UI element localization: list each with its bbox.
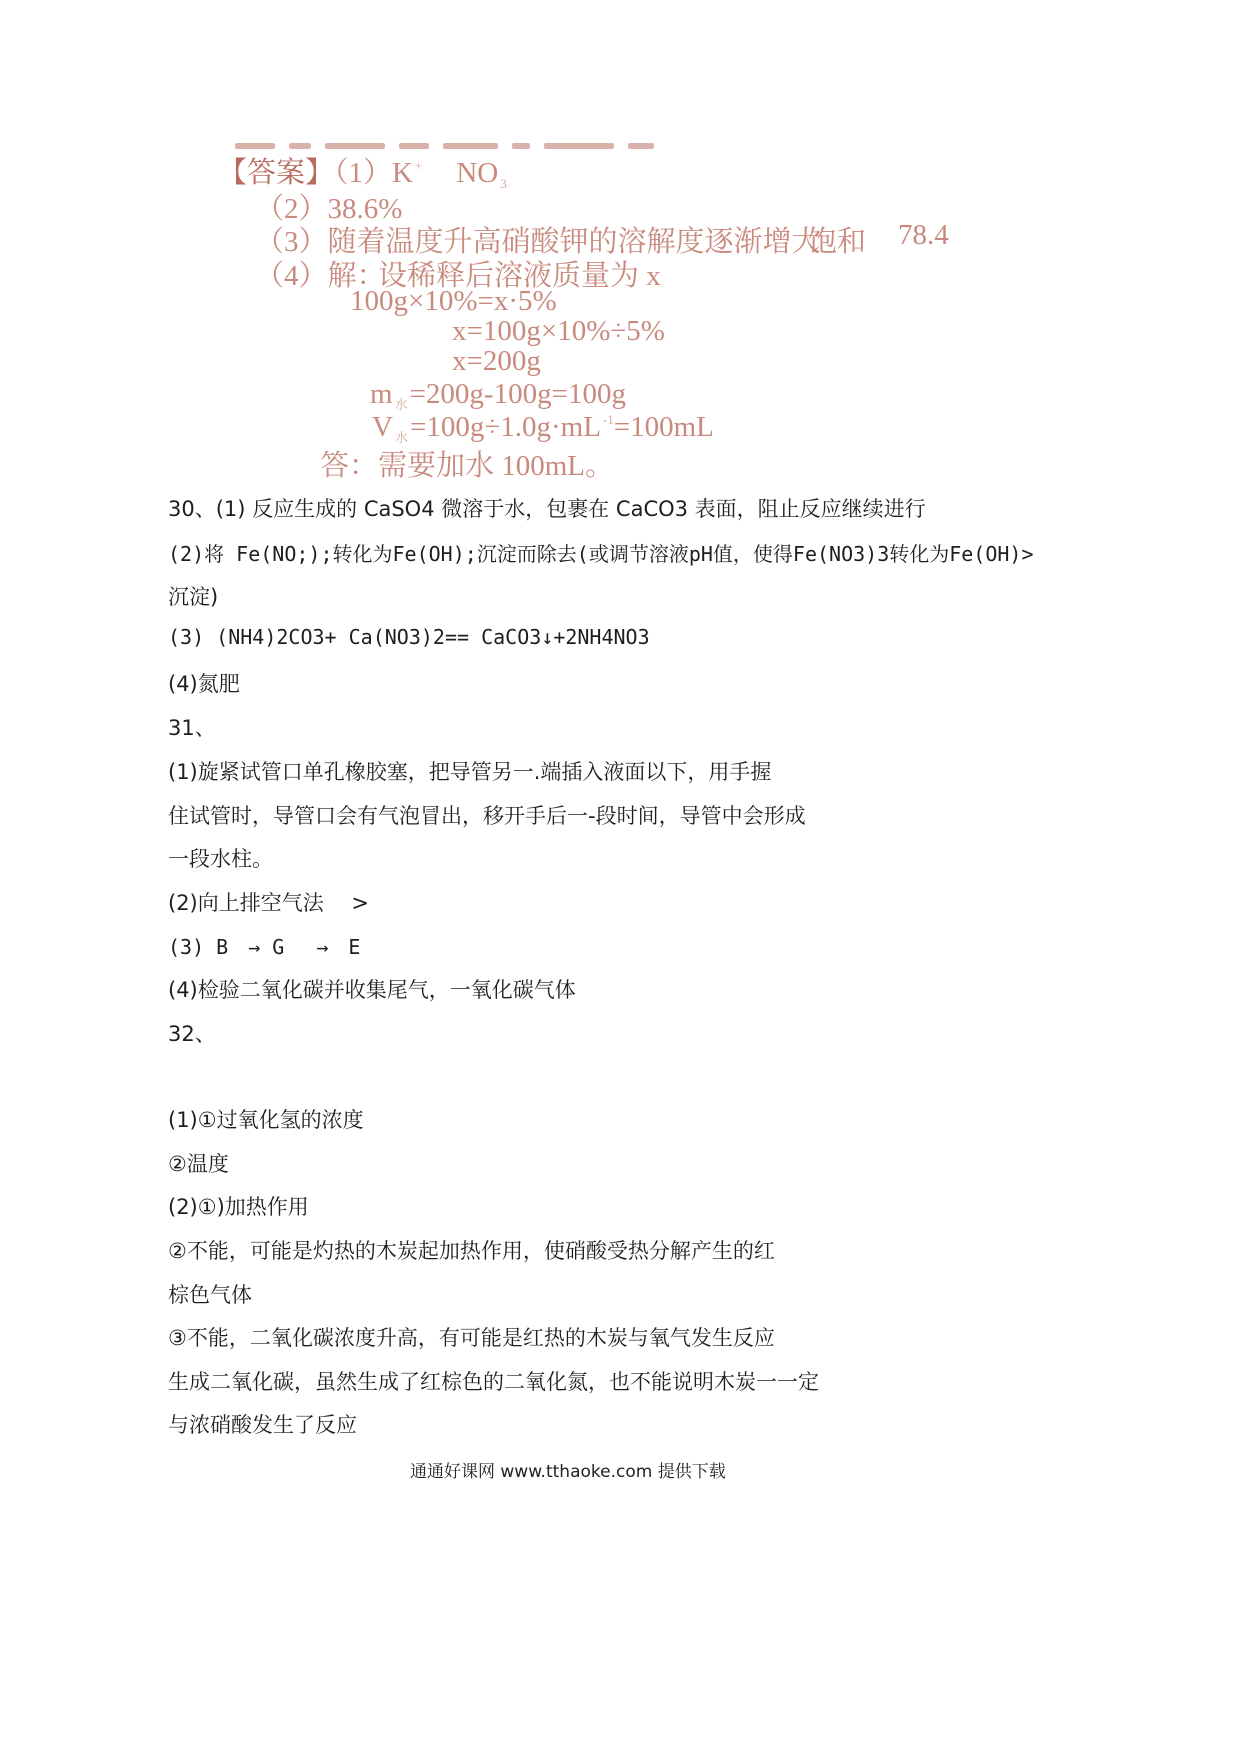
answer-eq5-mid: =100g÷1.0g·mL <box>409 411 601 443</box>
q32-line-7: 生成二氧化碳，虽然生成了红棕色的二氧化氮，也不能说明木炭一一定 <box>168 1370 819 1394</box>
answer-eq5-sub: 水 <box>394 430 408 445</box>
q31-line-4: (2)向上排空气法 > <box>168 891 370 915</box>
q30-line-2: (2)将 Fe(NO;);转化为Fe(OH);沉淀而除去(或调节溶液pH值，使得Fe(NO3)3转化为Fe(OH)> <box>168 542 1034 566</box>
q30-line-5: (4)氮肥 <box>168 672 240 696</box>
q30-line-4: (3) (NH4)2CO3+ Ca(NO3)2== CaCO3↓+2NH4NO3 <box>168 625 650 649</box>
answer-eq4-rest: =200g-100g=100g <box>409 378 626 410</box>
answer-eq5-v: V <box>372 411 393 443</box>
answer-eq-5 <box>372 411 714 444</box>
answer-eq-1: 100g×10%=x·5% <box>350 285 557 317</box>
q32-line-3: (2)①)加热作用 <box>168 1195 309 1219</box>
answer-q2: （2）38.6% <box>255 193 403 225</box>
q32-line-2: ②温度 <box>168 1152 229 1176</box>
answer-q1-no3: NO <box>456 157 499 189</box>
q31-line-6: (4)检验二氧化碳并收集尾气，一氧化碳气体 <box>168 978 576 1002</box>
answer-line-1 <box>218 150 509 191</box>
answer-eq-4 <box>370 378 626 411</box>
answer-q3-state: 饱和 <box>808 226 867 258</box>
answer-q1-sup: + <box>414 158 423 173</box>
answer-q1-sub: 3 <box>500 176 507 191</box>
q32-line-1: (1)①过氧化氢的浓度 <box>168 1108 364 1132</box>
q30-line-3: 沉淀) <box>168 585 219 609</box>
answer-eq-3: x=200g <box>452 345 541 377</box>
page-footer: 通通好课网 www.tthaoke.com 提供下载 <box>410 1462 726 1482</box>
q30-line-1: 30、(1) 反应生成的 CaSO4 微溶于水，包裹在 CaCO3 表面，阻止反应继续进行 <box>168 497 926 521</box>
answer-eq5-sup: -1 <box>602 412 614 427</box>
answer-q4-let: 设稀释后溶液质量为 x <box>378 260 661 292</box>
answer-label: 【答案】 <box>218 157 335 189</box>
q31-line-5: (3) B → G → E <box>168 935 361 959</box>
answer-eq5-end: =100mL <box>613 411 714 443</box>
q32-line-8: 与浓硝酸发生了反应 <box>168 1413 357 1437</box>
answer-q3-value: 78.4 <box>898 219 949 251</box>
answer-q4-head: （4）解： <box>255 260 386 292</box>
q32-line-5: 棕色气体 <box>168 1283 252 1307</box>
q32-number: 32、 <box>168 1022 216 1046</box>
q31-line-1: (1)旋紧试管口单孔橡胶塞，把导管另一.端插入液面以下，用手握 <box>168 760 772 784</box>
q32-line-6: ③不能，二氧化碳浓度升高，有可能是红热的木炭与氧气发生反应 <box>168 1326 775 1350</box>
q31-number: 31、 <box>168 716 216 740</box>
answer-conclusion: 答：需要加水 100mL。 <box>320 450 615 482</box>
q31-line-3: 一段水柱。 <box>168 847 273 871</box>
answer-q3-text: （3）随着温度升高硝酸钾的溶解度逐渐增大 <box>255 226 821 258</box>
answer-eq-2: x=100g×10%÷5% <box>452 315 665 347</box>
answer-q1: （1）K <box>334 157 413 189</box>
answer-eq4-sub: 水 <box>394 397 408 412</box>
q31-line-2: 住试管时，导管口会有气泡冒出，移开手后一-段时间，导管中会形成 <box>168 804 806 828</box>
q32-line-4: ②不能，可能是灼热的木炭起加热作用，使硝酸受热分解产生的红 <box>168 1239 775 1263</box>
answer-eq4-m: m <box>370 378 393 410</box>
